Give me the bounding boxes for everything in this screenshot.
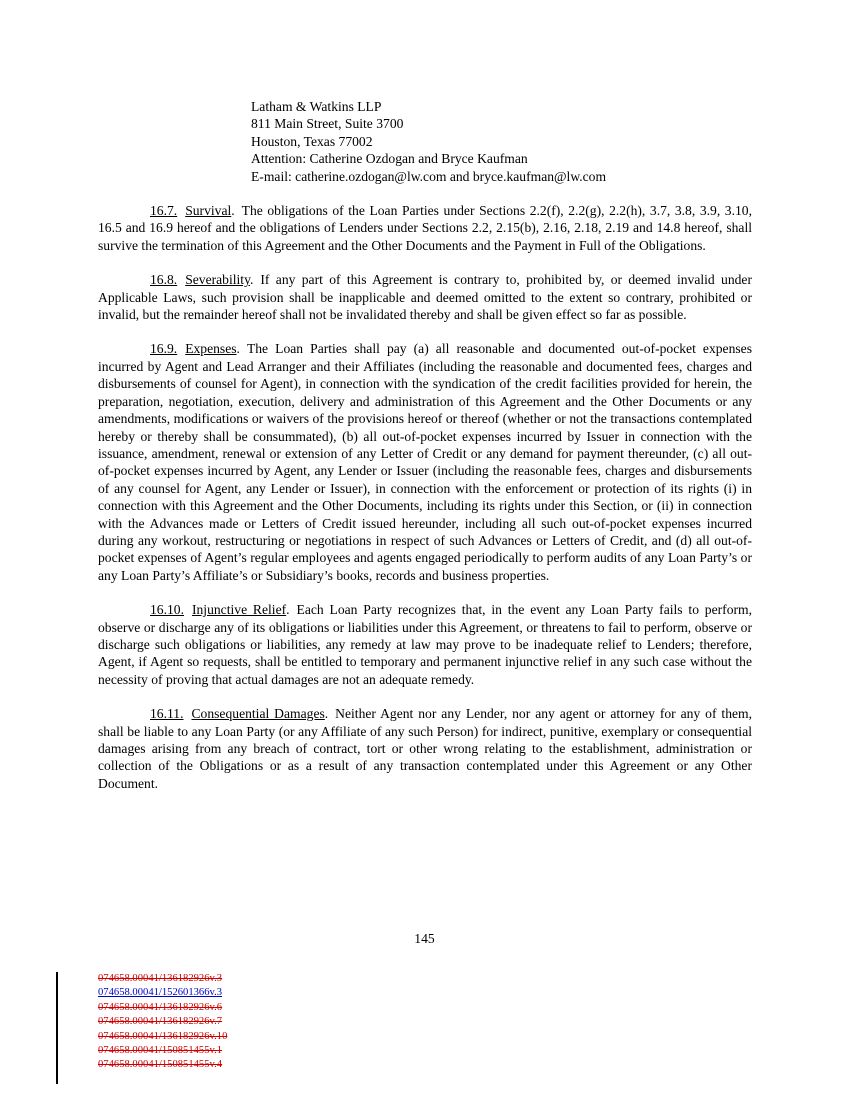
address-line: Houston, Texas 77002 [251,133,373,149]
doc-id-deleted: 074658.00041/136182926v.6 [98,1001,223,1013]
section-body: Neither Agent nor any Lender, nor any agent or attorney for any of them, shall be liable to any Loan Party (or any Affiliate of any such Person) for indirect, punitive, exemplary or consequential damages arising from any breach of contract, tort or other wrong relating to the establishment, administration or collection of the Obligations or as a result of any transaction contemplated under this Agreement or any Other Document. [98,706,752,791]
doc-id-deleted: 074658.00041/150851455v.4 [98,1059,223,1071]
doc-id-deleted: 074658.00041/136182926v.7 [98,1016,223,1028]
address-line: Latham & Watkins LLP [251,99,382,114]
section-number: 16.8. [150,272,178,288]
section-title: Injunctive Relief [191,602,287,618]
section-title-period: . [236,341,240,357]
section-16-9 [98,340,752,584]
section-title: Severability [185,272,250,288]
section-16-10 [98,601,752,688]
revision-change-bar [56,972,58,1084]
section-16-11 [98,705,752,792]
section-number: 16.9. [150,341,178,357]
doc-id-deleted: 074658.00041/136182926v.3 [98,973,223,984]
section-title-period: . [231,203,235,219]
section-title: Survival [185,203,232,219]
section-16-7 [98,202,752,254]
section-body: If any part of this Agreement is contrary to, prohibited by, or deemed invalid under Applicable Laws, such provision shall be inapplicable and deemed omitted to the extent so contrary, prohibited or invalid, but the remainder hereof shall not be invalidated thereby and shall be given effect so far as possible. [98,272,752,323]
section-title: Expenses [185,341,237,357]
section-title-period: . [286,602,290,618]
section-title-period: . [250,272,254,288]
section-title-period: . [324,706,329,722]
section-title: Consequential Damages [191,706,325,722]
section-body: The Loan Parties shall pay (a) all reasonable and documented out-of-pocket expenses incurred by Agent and Lead Arranger and their Affiliates (including the reasonable and documented fees, charges and disbursements of counsel for Agent), in connection with the syndication of the credit facilities provided for herein, the preparation, negotiation, execution, delivery and administration of this Agreement and the Other Documents or any amendments, modifications or waivers of the provisions hereof or thereof (whether or not the transactions contemplated hereby or thereby shall be consummated), (b) all out-of-pocket expenses incurred by Issuer in connection with the issuance, amendment, renewal or extension of any Letter of Credit or any demand for payment thereunder, (c) all out-of-pocket expenses incurred by Agent, any Lender or Issuer (including the reasonable fees, charges and disbursements of any counsel for Agent, any Lender or Issuer), in connection with the enforcement or protection of its rights (i) in connection with this Agreement and the Other Documents, including its rights under this Section, or (ii) in connection with the Advances made or Letters of Credit issued hereunder, including all such out-of-pocket expenses incurred during any workout, restructuring or negotiations in respect of such Advances or Letters of Credit, and (d) all out-of-pocket expenses of Agent’s regular employees and agents engaged periodically to perform audits of any Loan Party’s or any Loan Party’s Affiliate’s or Subsidiary’s books, records and business properties. [98,341,752,583]
address-line: 811 Main Street, Suite 3700 [251,116,404,132]
doc-id-deleted: 074658.00041/150851455v.1 [98,1045,223,1057]
section-number: 16.7. [150,203,178,219]
address-line: Attention: Catherine Ozdogan and Bryce Kaufman [251,151,528,167]
section-16-8 [98,271,752,323]
address-line-email: E-mail: catherine.ozdogan@lw.com and bryce.kaufman@lw.com [251,168,607,184]
section-body: Each Loan Party recognizes that, in the event any Loan Party fails to perform, observe or discharge any of its obligations or liabilities under this Agreement, or threatens to fail to perform, observe or discharge such obligations or liabilities, any remedy at law may prove to be inadequate relief to Lenders; therefore, Agent, if Agent so requests, shall be entitled to temporary and permanent injunctive relief in any such case without the necessity of proving that actual damages are not an adequate remedy. [98,602,752,687]
address-block [251,98,752,185]
section-number: 16.10. [150,602,184,618]
doc-id-inserted: 074658.00041/152601366v.3 [98,987,223,999]
section-body: The obligations of the Loan Parties under Sections 2.2(f), 2.2(g), 2.2(h), 3.7, 3.8, 3.9, 3.10, 16.5 and 16.9 hereof and the obligations of Lenders under Sections 2.2, 2.15(b), 2.16, 2.18, 2.19 and 14.8 hereof, shall survive the termination of this Agreement and the Other Documents and the Payment in Full of the Obligations. [98,203,752,253]
page-number: 145 [414,931,435,946]
section-number: 16.11. [150,706,184,722]
doc-id-deleted: 074658.00041/136182926v.10 [98,1030,228,1042]
page-content [98,98,752,792]
document-id-footer [98,972,227,1073]
